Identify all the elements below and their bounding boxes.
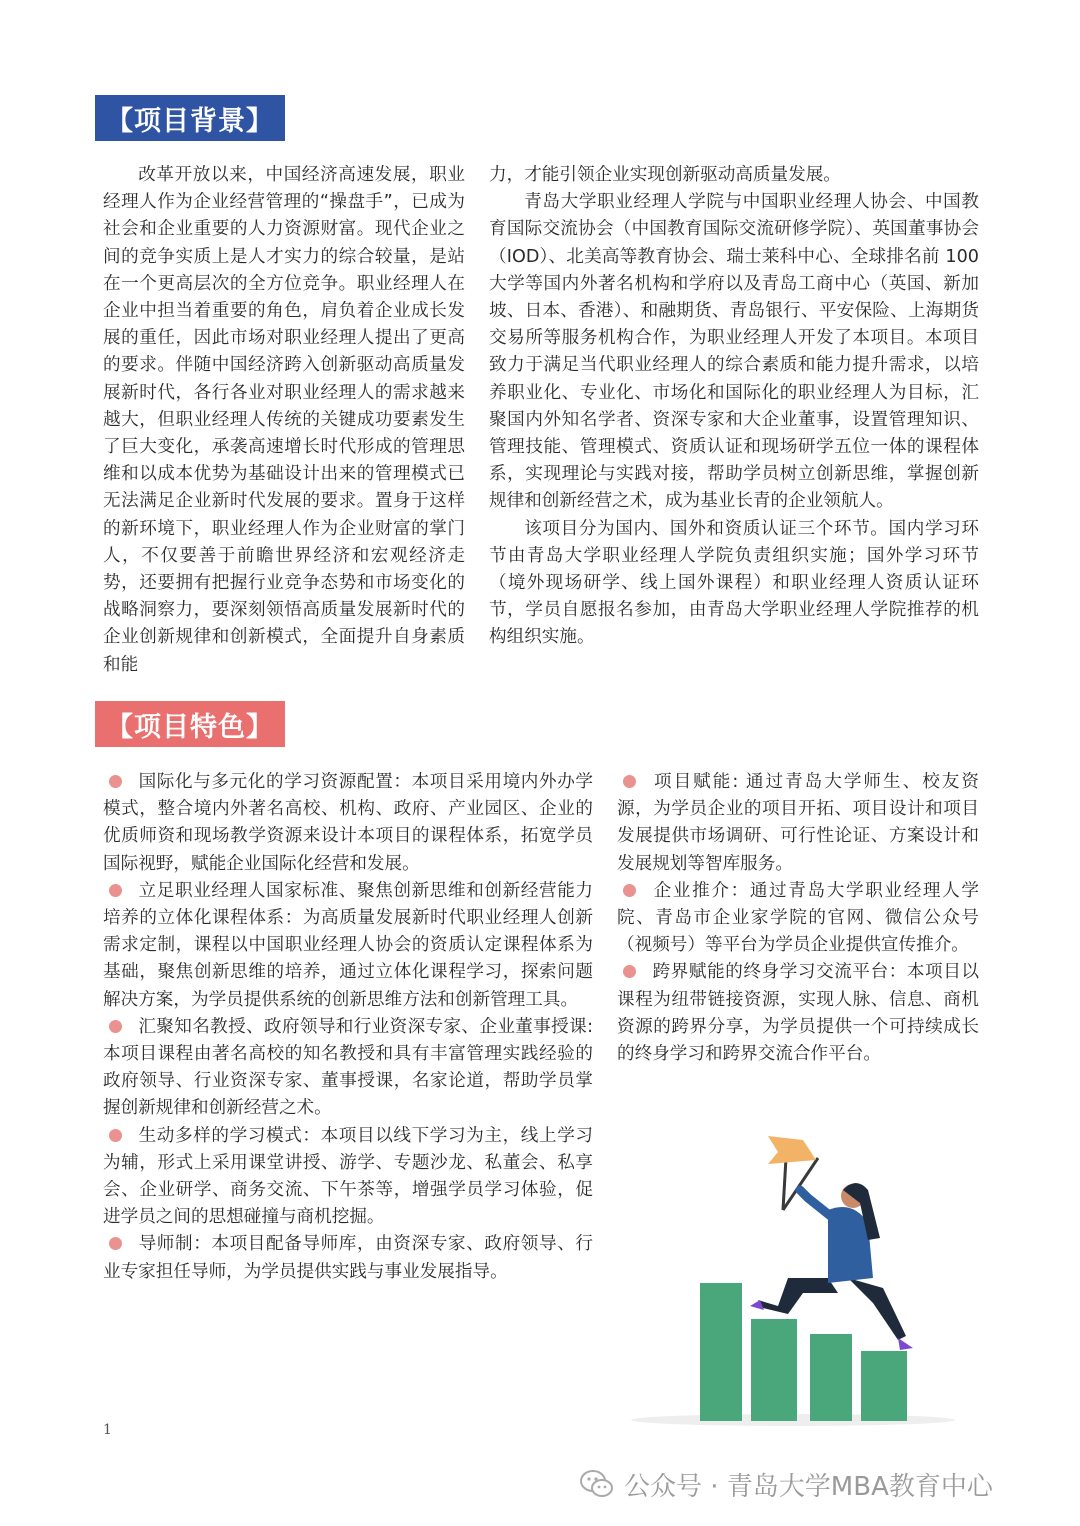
features-heading: 【项目特色】	[95, 701, 285, 747]
feature-item	[103, 878, 593, 1014]
bullet-dot-icon	[109, 1020, 122, 1033]
bullet-dot-icon	[109, 1129, 122, 1142]
bar-step-2	[751, 1319, 797, 1421]
background-paragraph-2: 青岛大学职业经理人学院与中国职业经理人协会、中国教育国际交流协会（中国教育国际交流研修学院）、英国董事协会（IOD）、北美高等教育协会、瑞士莱科中心、全球排名前 100 大学等国内外著名机构和学府以及青岛工商中心（英国、新加坡、日本、香港）、和融期货、青岛银行、平安保险、上海期货交易所等服务机构合作，为职业经理人开发了本项目。本项目致力于满足当代职业经理人的综合素质和能力提升需求，以培养职业化、专业化、市场化和国际化的职业经理人为目标，汇聚国内外知名学者、资深专家和大企业董事，设置管理知识、管理技能、管理模式、资质认证和现场研学五位一体的课程体系，实现理论与实践对接，帮助学员树立创新思维，掌握创新规律和创新经营之术，成为基业长青的企业领航人。	[489, 192, 979, 512]
page-number: 1	[103, 1422, 112, 1438]
bullet-dot-icon	[623, 775, 636, 788]
feature-item-text: 跨界赋能的终身学习交流平台：本项目以课程为纽带链接资源，实现人脉、信息、商机资源的跨界分享，为学员提供一个可持续成长的终身学习和跨界交流合作平台。	[617, 962, 979, 1065]
climbing-woman-illustration	[628, 1128, 963, 1428]
feature-item	[103, 1014, 593, 1123]
feature-item-text: 国际化与多元化的学习资源配置：本项目采用境内外办学模式，整合境内外著名高校、机构、政府、产业园区、企业的优质师资和现场教学资源来设计本项目的课程体系，拓宽学员国际视野，赋能企业国际化经营和发展。	[103, 772, 593, 874]
bar-step-3	[810, 1334, 852, 1421]
features-right-column	[617, 769, 979, 1068]
feature-item	[617, 959, 979, 1068]
feature-item	[103, 1231, 593, 1285]
bullet-dot-icon	[109, 884, 122, 897]
background-heading: 【项目背景】	[95, 95, 285, 141]
background-paragraph-1: 改革开放以来，中国经济高速发展，职业经理人作为企业经营管理的“操盘手”，已成为社会和企业重要的人力资源财富。现代企业之间的竞争实质上是人才实力的综合较量，是站在一个更高层次的全方位竞争。职业经理人在企业中担当着重要的角色，肩负着企业成长发展的重任，因此市场对职业经理人提出了更高的要求。伴随中国经济跨入创新驱动高质量发展新时代，各行各业对职业经理人的需求越来越大，但职业经理人传统的关键成功要素发生了巨大变化，承袭高速增长时代形成的管理思维和以成本优势为基础设计出来的管理模式已无法满足企业新时代发展的要求。置身于这样的新环境下，职业经理人作为企业财富的掌门人，不仅要善于前瞻世界经济和宏观经济走势，还要拥有把握行业竞争态势和市场变化的战略洞察力，要深刻领悟高质量发展新时代的企业创新规律和创新模式，全面提升自身素质和能	[103, 165, 465, 675]
feature-item-text: 汇聚知名教授、政府领导和行业资深专家、企业董事授课:本项目课程由著名高校的知名教授和具有丰富管理实践经验的政府领导、行业资深专家、董事授课，名家论道，帮助学员掌握创新规律和创新经营之术。	[103, 1016, 593, 1119]
bar-step-1	[700, 1283, 742, 1421]
feature-item-text: 导师制：本项目配备导师库，由资深专家、政府领导、行业专家担任导师，为学员提供实践与事业发展指导。	[103, 1234, 593, 1282]
background-paragraph-1-continued: 力，才能引领企业实现创新驱动高质量发展。	[489, 165, 841, 185]
flag-icon	[768, 1136, 816, 1164]
watermark	[580, 1464, 993, 1504]
watermark-text: 公众号 · 青岛大学MBA教育中心	[624, 1471, 993, 1502]
background-right-column	[489, 162, 979, 652]
feature-item	[103, 1123, 593, 1232]
back-leg	[848, 1278, 906, 1340]
background-left-column	[103, 162, 465, 679]
features-left-column	[103, 769, 593, 1286]
feature-item	[617, 878, 979, 960]
flag-pole	[783, 1158, 786, 1210]
shoe-back-icon	[898, 1338, 913, 1350]
feature-item-text: 企业推介：通过青岛大学职业经理人学院、青岛市企业家学院的官网、微信公众号（视频号）等平台为学员企业提供宣传推介。	[617, 880, 979, 956]
wechat-icon	[580, 1469, 614, 1499]
bullet-dot-icon	[109, 1237, 122, 1250]
bullet-dot-icon	[623, 965, 636, 978]
front-leg	[758, 1278, 838, 1314]
feature-item	[617, 769, 979, 878]
bullet-dot-icon	[623, 884, 636, 897]
feature-item-text: 项目赋能: 通过青岛大学师生、校友资源，为学员企业的项目开拓、项目设计和项目发展提供市场调研、可行性论证、方案设计和发展规划等智库服务。	[617, 772, 979, 874]
feature-item	[103, 769, 593, 878]
raised-arm	[800, 1190, 833, 1218]
background-paragraph-3: 该项目分为国内、国外和资质认证三个环节。国内学习环节由青岛大学职业经理人学院负责组织实施；国外学习环节（境外现场研学、线上国外课程）和职业经理人资质认证环节，学员自愿报名参加，由青岛大学职业经理人学院推荐的机构组织实施。	[489, 518, 979, 648]
feature-item-text: 立足职业经理人国家标准、聚焦创新思维和创新经营能力培养的立体化课程体系：为高质量发展新时代职业经理人创新需求定制，课程以中国职业经理人协会的资质认定课程体系为基础，聚焦创新思维的培养，通过立体化课程学习，探索问题解决方案，为学员提供系统的创新思维方法和创新管理工具。	[103, 880, 593, 1010]
feature-item-text: 生动多样的学习模式：本项目以线下学习为主，线上学习为辅，形式上采用课堂讲授、游学、专题沙龙、私董会、私享会、企业研学、商务交流、下午茶等，增强学员学习体验，促进学员之间的思想碰撞与商机挖掘。	[103, 1125, 593, 1228]
bullet-dot-icon	[109, 775, 122, 788]
bar-step-4	[861, 1351, 907, 1421]
